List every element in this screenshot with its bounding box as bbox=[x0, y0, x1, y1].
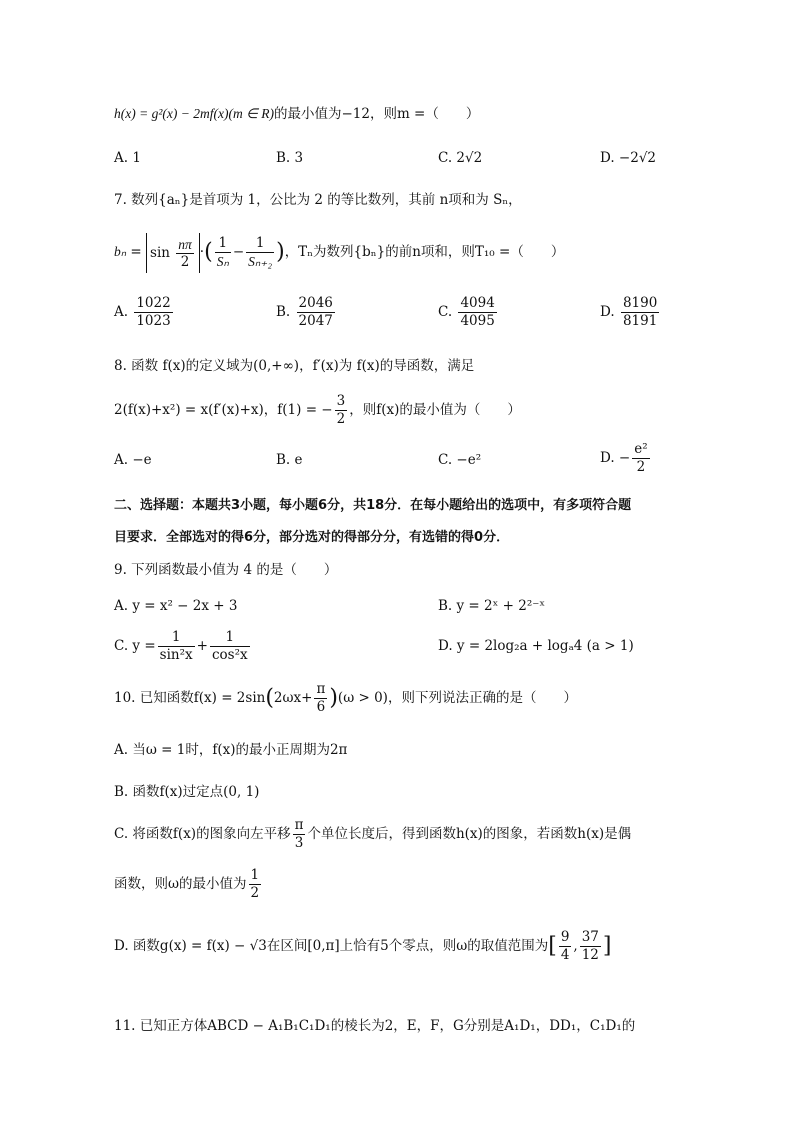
q6-option-c: C. 2√2 bbox=[438, 150, 483, 166]
q6-expression: h(x) = g²(x) − 2mf(x)(m ∈ R) bbox=[114, 106, 274, 121]
q6-stem bbox=[114, 104, 479, 124]
q6-text: 的最小值为−12，则m =（ ） bbox=[273, 106, 480, 122]
q9-option-b: B. y = 2ˣ + 2²⁻ˣ bbox=[438, 598, 546, 614]
q7-option-b: B. $\frac{2046}{2047}$ bbox=[276, 295, 333, 329]
section2-heading-line1: 二、选择题：本题共3小题，每小题6分，共18分．在每小题给出的选项中，有多项符合题 bbox=[114, 498, 632, 513]
q7-option-d: D. $\frac{8190}{8191}$ bbox=[600, 295, 658, 329]
q8-stem-line2: 2(f(x)+x²) = x(f′(x)+x)，f(1) = − $\frac{3}{2}$ ，则f(x)的最小值为（ ） bbox=[114, 393, 521, 427]
section2-heading-line2: 目要求．全部选对的得6分，部分选对的得部分分，有选错的得0分． bbox=[114, 530, 510, 545]
q7-option-a: A. $\frac{1022}{1023}$ bbox=[114, 295, 171, 329]
q11-stem: 11. 已知正方体ABCD − A₁B₁C₁D₁的棱长为2，E，F，G分别是A₁D₁，DD₁，C₁D₁的 bbox=[114, 1018, 636, 1034]
q10-option-c-line1: C. 将函数f(x)的图象向左平移 $\frac{\pi}{3}$ 个单位长度后，得到函数h(x)的图象，若函数h(x)是偶 bbox=[114, 817, 632, 851]
q7-stem-line1: 7. 数列{aₙ}是首项为 1，公比为 2 的等比数列，其前 n项和为 Sₙ， bbox=[114, 192, 522, 208]
q7-option-c: C. $\frac{4094}{4095}$ bbox=[438, 295, 495, 329]
q6-option-a: A. 1 bbox=[114, 150, 141, 166]
q9-stem: 9. 下列函数最小值为 4 的是（ ） bbox=[114, 562, 338, 578]
q6-option-d: D. −2√2 bbox=[600, 150, 657, 166]
q10-option-b: B. 函数f(x)过定点(0, 1) bbox=[114, 784, 260, 800]
q6-option-b: B. 3 bbox=[276, 150, 304, 166]
q7-stem-tail: ，Tₙ为数列{bₙ}的前n项和，则T₁₀ =（ ） bbox=[284, 244, 565, 260]
q10-stem: 10. 已知函数f(x) = 2sin(2ωx+ $\frac{\pi}{6}$ )(ω > 0)，则下列说法正确的是（ ） bbox=[114, 681, 577, 715]
q7-stem-line2: bₙ = sin $\frac{n\pi}{2}$ ·( $\frac{1}{\text{Sₙ}}$ − $\frac{1}{\text{Sₙ₊₂}}$ )，Tₙ为数列{bₙ}的前n项和，则T₁₀ =（ ） bbox=[114, 232, 564, 273]
q9-option-c: C. y = $\frac{1}{\text{sin²x}}$ + $\frac{1}{\text{cos²x}}$ bbox=[114, 629, 248, 663]
q8-option-b: B. e bbox=[276, 452, 303, 468]
q10-option-d: D. 函数g(x) = f(x) − √3在区间[0,π]上恰有5个零点，则ω的取值范围为[ $\frac{9}{4}$ , $\frac{37}{12}$ ] bbox=[114, 929, 612, 963]
q8-option-c: C. −e² bbox=[438, 452, 482, 468]
q8-stem-line1: 8. 函数 f(x)的定义域为(0,+∞)，f′(x)为 f(x)的导函数，满足 bbox=[114, 358, 475, 374]
q8-option-d: D. − $\frac{\text{e²}}{2}$ bbox=[600, 441, 648, 475]
q10-option-c-line2: 函数，则ω的最小值为 $\frac{1}{2}$ bbox=[114, 867, 260, 901]
q10-option-a: A. 当ω = 1时，f(x)的最小正周期为2π bbox=[114, 742, 348, 758]
q9-option-a: A. y = x² − 2x + 3 bbox=[114, 598, 238, 614]
q8-option-a: A. −e bbox=[114, 452, 152, 468]
q9-option-d: D. y = 2log₂a + logₐ4 (a > 1) bbox=[438, 638, 634, 654]
